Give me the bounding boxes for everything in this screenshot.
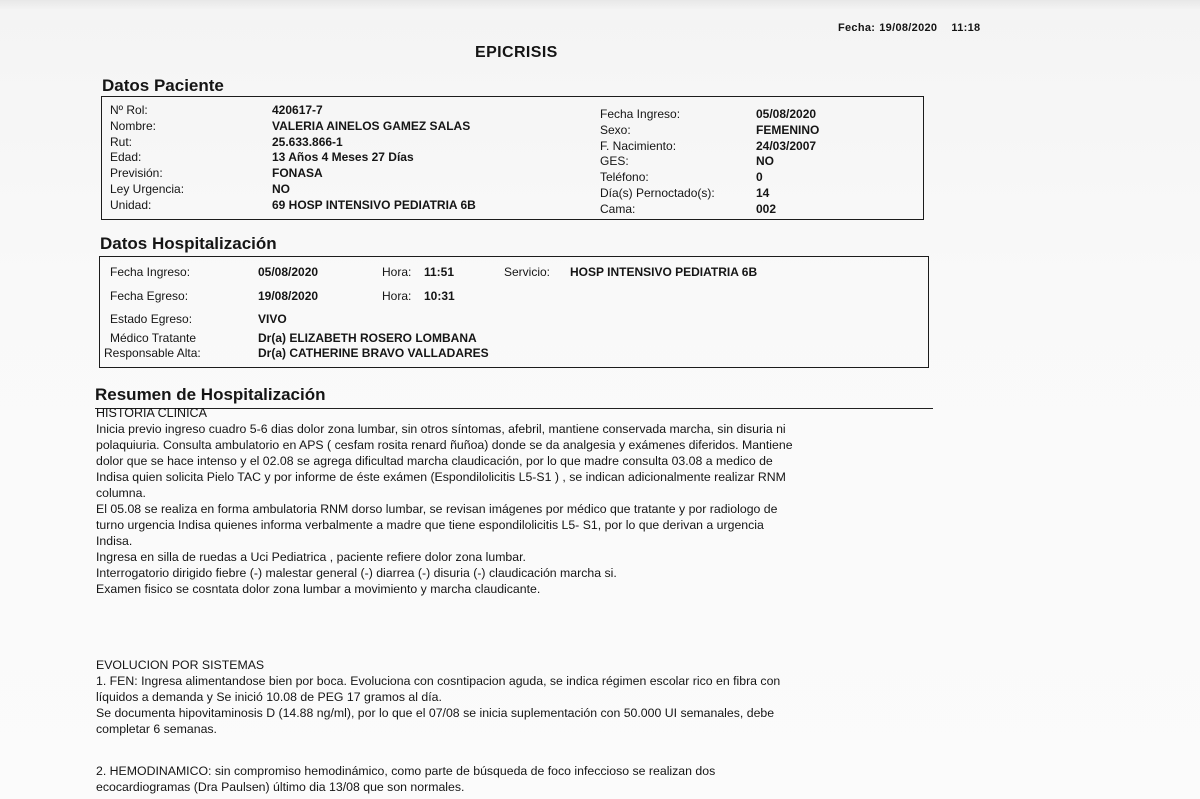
text-line: Ingresa en silla de ruedas a Uci Pediatrica , paciente refiere dolor zona lumbar. [96, 550, 526, 564]
datos-hospitalizacion-title: Datos Hospitalización [100, 234, 277, 253]
datos-paciente-title: Datos Paciente [102, 76, 224, 95]
resumen-underline [95, 408, 933, 409]
patient-field-value: NO [272, 182, 290, 196]
patient-field-label: Nombre: [110, 118, 157, 133]
servicio-value: HOSP INTENSIVO PEDIATRIA 6B [570, 265, 758, 279]
text-line: columna. [96, 486, 146, 500]
patient-field-label: Sexo: [600, 122, 631, 137]
text-line: 1. FEN: Ingresa alimentandose bien por boca. Evoluciona con cosntipacion aguda, se indica régimen escolar rico en fibra con [96, 674, 781, 688]
responsable-alta-label: Responsable Alta: [104, 346, 201, 360]
historia-clinica-text [96, 421, 956, 597]
estado-egreso-value: VIVO [258, 312, 287, 326]
patient-field-label: Día(s) Pernoctado(s): [600, 186, 715, 200]
fecha-ingreso-value: 05/08/2020 [258, 265, 319, 279]
text-line: líquidos a demanda y Se inició 10.08 de PEG 17 gramos al día. [96, 690, 442, 704]
patient-field-label: Cama: [600, 201, 636, 216]
patient-field-label: Ley Urgencia: [110, 182, 185, 196]
fecha-egreso-label: Fecha Egreso: [110, 289, 189, 303]
medico-tratante-value: Dr(a) ELIZABETH ROSERO LOMBANA [258, 331, 477, 345]
fecha-ingreso-label: Fecha Ingreso: [110, 265, 191, 279]
hemodinamico-text [96, 763, 956, 795]
medico-tratante-label: Médico Tratante [110, 331, 197, 345]
patient-field-value: 69 HOSP INTENSIVO PEDIATRIA 6B [272, 197, 476, 212]
text-line: Indisa quien solicita Pielo TAC y por informe de éste exámen (Espondilolicitis L5-S1 ) , se indican adicionalmente realizar RNM [96, 470, 786, 484]
patient-field-value: FONASA [272, 166, 323, 181]
text-line: 2. HEMODINAMICO: sin compromiso hemodinámico, como parte de búsqueda de foco infeccioso se realizan dos [96, 764, 716, 778]
servicio-label: Servicio: [504, 265, 551, 279]
patient-field-value: 002 [756, 201, 777, 216]
historia-clinica-heading: HISTORIA CLINICA [96, 406, 207, 420]
patient-field-value: 05/08/2020 [756, 107, 817, 121]
evolucion-heading: EVOLUCION POR SISTEMAS [96, 658, 265, 672]
responsable-alta-value: Dr(a) CATHERINE BRAVO VALLADARES [258, 346, 489, 360]
text-line: Interrogatorio dirigido fiebre (-) malestar general (-) diarrea (-) disuria (-) claudicación marcha si. [96, 566, 617, 580]
text-line: Indisa. [96, 534, 133, 548]
patient-field-label: F. Nacimiento: [600, 138, 677, 153]
print-date: Fecha: 19/08/2020 11:18 [838, 22, 981, 34]
patient-field-label: Edad: [110, 150, 142, 165]
datos-paciente-box [101, 96, 924, 220]
patient-field-label: Rut: [110, 134, 133, 149]
patient-field-label: Fecha Ingreso: [600, 107, 681, 121]
hora-ingreso-value: 11:51 [424, 265, 455, 279]
patient-field-label: Previsión: [110, 166, 163, 181]
hora-ingreso-label: Hora: [382, 265, 412, 279]
resumen-title: Resumen de Hospitalización [95, 385, 326, 404]
patient-field-label: Nº Rol: [110, 103, 148, 117]
patient-field-label: Unidad: [110, 197, 152, 212]
text-line: dolor que se hace intenso y el 02.08 se agrega dificultad marcha claudicación, por lo que madre consulta 03.08 a medico de [96, 454, 773, 468]
hora-egreso-value: 10:31 [424, 289, 455, 303]
document-title: EPICRISIS [475, 44, 558, 61]
patient-field-value: VALERIA AINELOS GAMEZ SALAS [272, 118, 471, 133]
patient-field-value: FEMENINO [756, 122, 820, 137]
fen-text [96, 673, 956, 737]
text-line: Examen fisico se cosntata dolor zona lumbar a movimiento y marcha claudicante. [96, 582, 541, 596]
datos-hospitalizacion-box [99, 256, 929, 368]
text-line: El 05.08 se realiza en forma ambulatoria RNM dorso lumbar, se revisan imágenes por médico que tratante y por radiologo de [96, 502, 778, 516]
patient-field-label: GES: [600, 154, 629, 169]
text-line: completar 6 semanas. [96, 722, 217, 736]
fecha-egreso-value: 19/08/2020 [258, 289, 319, 303]
text-line: polaquiuria. Consulta ambulatorio en APS ( cesfam rosita renard ñuñoa) donde se da analgesia y exámenes diferidos. Mantiene [96, 438, 793, 452]
patient-field-value: 14 [756, 186, 770, 200]
patient-field-value: 420617-7 [272, 103, 323, 117]
estado-egreso-label: Estado Egreso: [110, 312, 193, 326]
text-line: turno urgencia Indisa quienes informa verbalmente a madre que tiene espondilolicitis L5- S1, por lo que derivan a urgencia [96, 518, 764, 532]
text-line: Inicia previo ingreso cuadro 5-6 dias dolor zona lumbar, sin otros síntomas, afebril, mantiene conservada marcha, sin disuria ni [96, 422, 786, 436]
patient-field-value: 0 [756, 170, 763, 185]
hora-egreso-label: Hora: [382, 289, 412, 303]
text-line: Se documenta hipovitaminosis D (14.88 ng/ml), por lo que el 07/08 se inicia suplementación con 50.000 UI semanales, debe [96, 706, 775, 720]
patient-field-value: 24/03/2007 [756, 138, 817, 153]
patient-field-value: 25.633.866-1 [272, 134, 343, 149]
patient-field-label: Teléfono: [600, 170, 649, 185]
patient-field-value: NO [756, 154, 774, 169]
patient-field-value: 13 Años 4 Meses 27 Días [272, 150, 414, 165]
text-line: ecocardiogramas (Dra Paulsen) último dia 13/08 que son normales. [96, 780, 465, 794]
